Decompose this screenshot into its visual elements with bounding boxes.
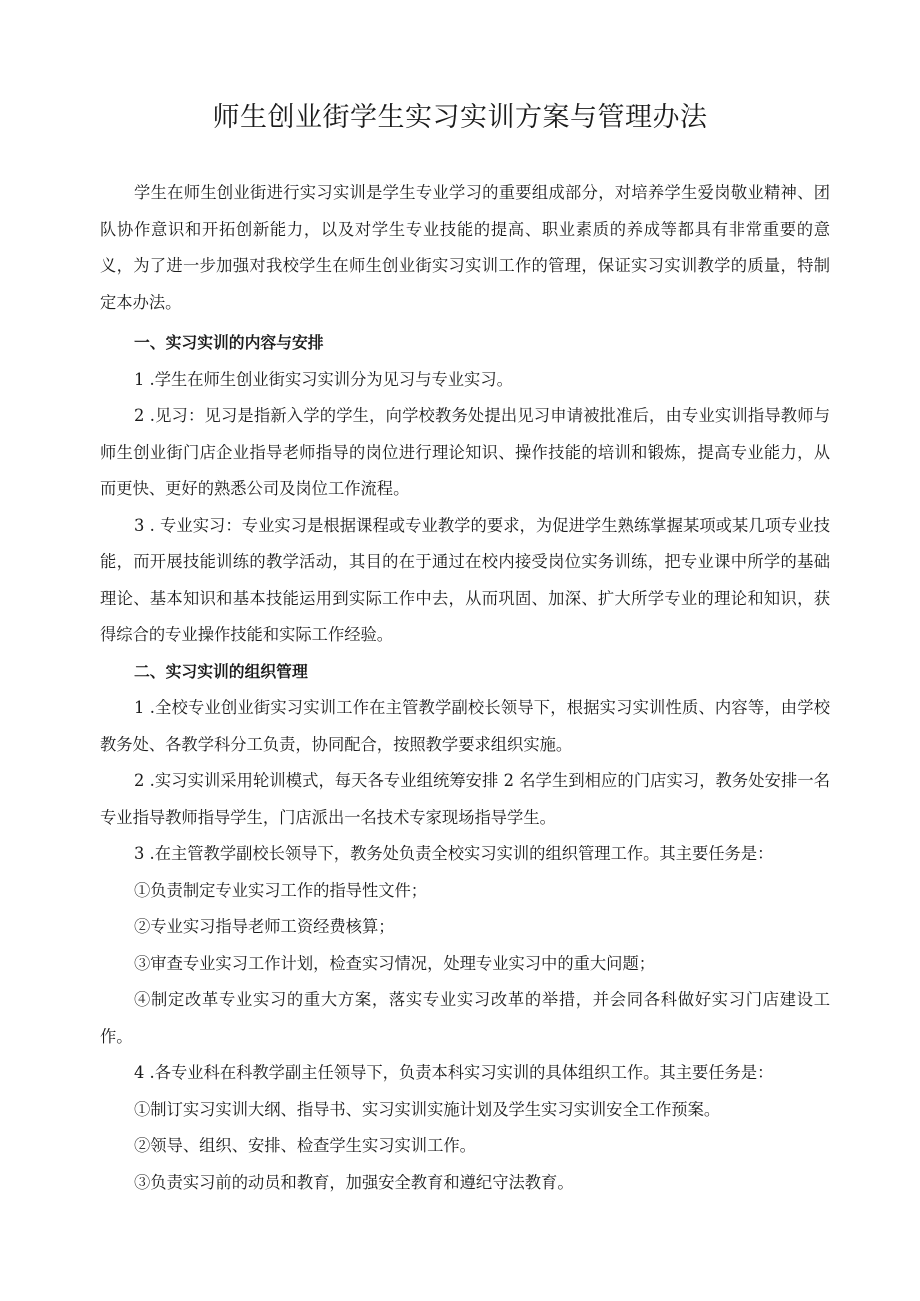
section2-item-4-task-1: ①制订实习实训大纲、指导书、实习实训实施计划及学生实习实训安全工作预案。 xyxy=(134,1099,721,1119)
section2-item-3: 3 .在主管教学副校长领导下，教务处负责全校实习实训的组织管理工作。其主要任务是： xyxy=(134,844,774,863)
section-heading-organization: 二、实习实训的组织管理 xyxy=(134,661,308,681)
section2-item-4: 4 .各专业科在科教学副主任领导下，负责本科实习实训的具体组织工作。其主要任务是： xyxy=(134,1063,774,1082)
section2-item-3-task-4: ④制定改革专业实习的重大方案，落实专业实习改革的举措，并会同各科做好实习门店建设工作。 xyxy=(100,990,830,1046)
section2-item-3-task-3: ③审查专业实习工作计划，检查实习情况，处理专业实习中的重大问题； xyxy=(134,953,656,973)
section2-item-2: 2 .实习实训采用轮训模式，每天各专业组统筹安排 2 名学生到相应的门店实习，教务处安排一名专业指导教师指导学生，门店派出一名技术专家现场指导学生。 xyxy=(100,771,830,827)
section2-item-3-task-1: ①负责制定专业实习工作的指导性文件； xyxy=(134,880,428,900)
section1-item-2: 2 .见习：见习是指新入学的学生，向学校教务处提出见习申请被批准后，由专业实训指导教师与师生创业街门店企业指导老师指导的岗位进行理论知识、操作技能的培训和锻炼，提高专业能力，从而更快、更好的熟悉公司及岗位工作流程。 xyxy=(100,406,830,498)
section2-item-3-task-2: ②专业实习指导老师工资经费核算； xyxy=(134,917,395,936)
section2-item-4-task-3: ③负责实习前的动员和教育，加强安全教育和遵纪守法教育。 xyxy=(134,1172,574,1192)
section2-item-1: 1 .全校专业创业街实习实训工作在主管教学副校长领导下，根据实习实训性质、内容等，由学校教务处、各教学科分工负责，协同配合，按照教学要求组织实施。 xyxy=(100,698,830,754)
section1-item-1: 1 .学生在师生创业街实习实训分为见习与专业实习。 xyxy=(134,369,513,389)
document-title: 师生创业街学生实习实训方案与管理办法 xyxy=(212,102,708,133)
section-heading-content: 一、实习实训的内容与安排 xyxy=(134,333,324,352)
intro-paragraph: 学生在师生创业街进行实习实训是学生专业学习的重要组成部分，对培养学生爱岗敬业精神、团队协作意识和开拓创新能力，以及对学生专业技能的提高、职业素质的养成等都具有非常重要的意义，为了进一步加强对我校学生在师生创业街实习实训工作的管理，保证实习实训教学的质量，特制定本办法。 xyxy=(100,183,830,312)
section2-item-4-task-2: ②领导、组织、安排、检查学生实习实训工作。 xyxy=(134,1136,476,1155)
document-body xyxy=(100,175,830,1201)
section1-item-3: 3 . 专业实习：专业实习是根据课程或专业教学的要求，为促进学生熟练掌握某项或某几项专业技能，而开展技能训练的教学活动，其目的在于通过在校内接受岗位实务训练，把专业课中所学的基础理论、基本知识和基本技能运用到实际工作中去，从而巩固、加深、扩大所学专业的理论和知识，获得综合的专业操作技能和实际工作经验。 xyxy=(100,515,830,644)
